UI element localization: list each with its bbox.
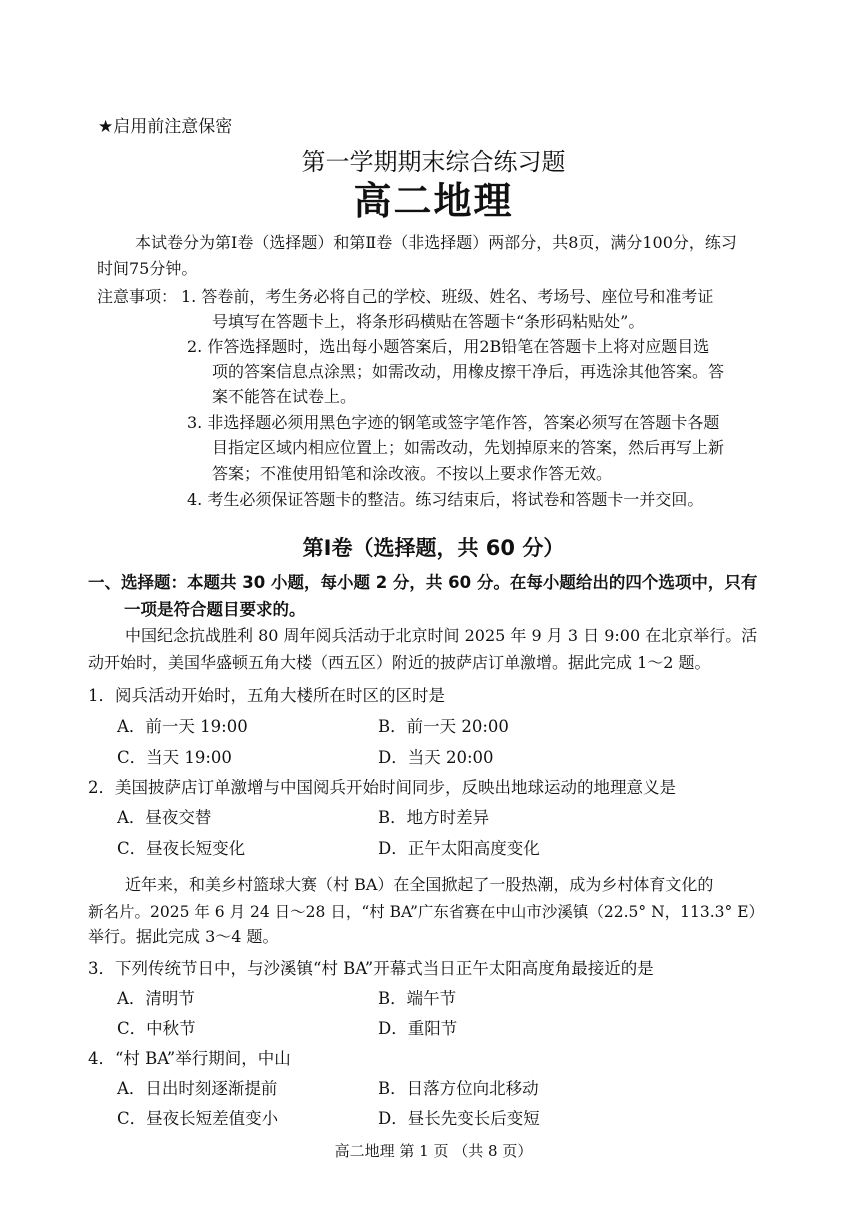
question-2-option-c: C．昼夜长短变化	[117, 839, 246, 858]
question-2-stem: 2．美国披萨店订单激增与中国阅兵开始时间同步，反映出地球运动的地理意义是	[88, 778, 676, 797]
intro-line-1: 本试卷分为第Ⅰ卷（选择题）和第Ⅱ卷（非选择题）两部分，共8页，满分100分，练习	[135, 233, 737, 252]
question-1-option-d: D．当天 20:00	[378, 748, 494, 767]
intro-line-2: 时间75分钟。	[97, 259, 198, 278]
notice-2a: 2. 作答选择题时，选出每小题答案后，用2B铅笔在答题卡上将对应题目选	[187, 337, 710, 356]
part1-instruction-2: 一项是符合题目要求的。	[124, 600, 306, 619]
part1-instruction-1: 一、选择题：本题共 30 小题，每小题 2 分，共 60 分。在每小题给出的四个选项中，只有	[88, 573, 758, 592]
question-4-option-c: C．昼夜长短差值变小	[117, 1109, 279, 1128]
passage1-line-2: 动开始时，美国华盛顿五角大楼（西五区）附近的披萨店订单激增。据此完成 1～2 题。	[88, 653, 711, 672]
question-1-option-b: B．前一天 20:00	[378, 717, 509, 736]
passage2-line-2: 新名片。2025 年 6 月 24 日～28 日，“村 BA”广东省赛在中山市沙溪镇（22.5° N，113.3° E）	[88, 903, 765, 921]
question-4-option-a: A．日出时刻逐渐提前	[117, 1079, 278, 1098]
question-3-option-d: D．重阳节	[378, 1019, 458, 1038]
notice-label: 注意事项：	[97, 287, 178, 306]
question-2-option-b: B．地方时差异	[378, 808, 490, 827]
notice-3a: 3. 非选择题必须用黑色字迹的钢笔或签字笔作答，答案必须写在答题卡各题	[187, 413, 720, 432]
question-1-option-c: C．当天 19:00	[117, 748, 232, 767]
notice-1b: 号填写在答题卡上，将条形码横贴在答题卡“条形码粘贴处”。	[212, 312, 645, 331]
question-4-option-b: B．日落方位向北移动	[378, 1079, 539, 1098]
passage2-line-3: 举行。据此完成 3～4 题。	[88, 927, 279, 946]
question-1-stem: 1．阅兵活动开始时，五角大楼所在时区的区时是	[88, 686, 445, 705]
question-2-option-a: A．昼夜交替	[117, 808, 212, 827]
notice-1a: 1. 答卷前，考生务必将自己的学校、班级、姓名、考场号、座位号和准考证	[181, 287, 714, 306]
question-3-stem: 3．下列传统节日中，与沙溪镇“村 BA”开幕式当日正午太阳高度角最接近的是	[88, 959, 654, 978]
question-4-option-d: D．昼长先变长后变短	[378, 1109, 540, 1128]
exam-title: 第一学期期末综合练习题	[301, 148, 566, 176]
notice-2c: 案不能答在试卷上。	[212, 387, 357, 406]
notice-3c: 答案；不准使用铅笔和涂改液。不按以上要求作答无效。	[212, 464, 613, 483]
notice-2b: 项的答案信息点涂黑；如需改动，用橡皮擦干净后，再选涂其他答案。答	[212, 362, 725, 381]
subject-title: 高二地理	[353, 179, 514, 223]
page-footer: 高二地理 第 1 页 （共 8 页）	[334, 1142, 533, 1160]
question-4-stem: 4．“村 BA”举行期间，中山	[88, 1049, 291, 1068]
question-3-option-b: B．端午节	[378, 989, 457, 1008]
passage1-line-1: 中国纪念抗战胜利 80 周年阅兵活动于北京时间 2025 年 9 月 3 日 9:00 在北京举行。活	[125, 626, 758, 645]
confidential-notice: ★启用前注意保密	[98, 117, 233, 137]
passage2-line-1: 近年来，和美乡村篮球大赛（村 BA）在全国掀起了一股热潮，成为乡村体育文化的	[125, 875, 714, 894]
section-heading: 第Ⅰ卷（选择题，共 60 分）	[302, 536, 565, 560]
notice-4: 4. 考生必须保证答题卡的整洁。练习结束后，将试卷和答题卡一并交回。	[187, 490, 704, 509]
question-3-option-c: C．中秋节	[117, 1019, 196, 1038]
notice-3b: 目指定区域内相应位置上；如需改动，先划掉原来的答案，然后再写上新	[212, 438, 725, 457]
question-3-option-a: A．清明节	[117, 989, 195, 1008]
question-2-option-d: D．正午太阳高度变化	[378, 839, 540, 858]
question-1-option-a: A．前一天 19:00	[117, 717, 248, 736]
